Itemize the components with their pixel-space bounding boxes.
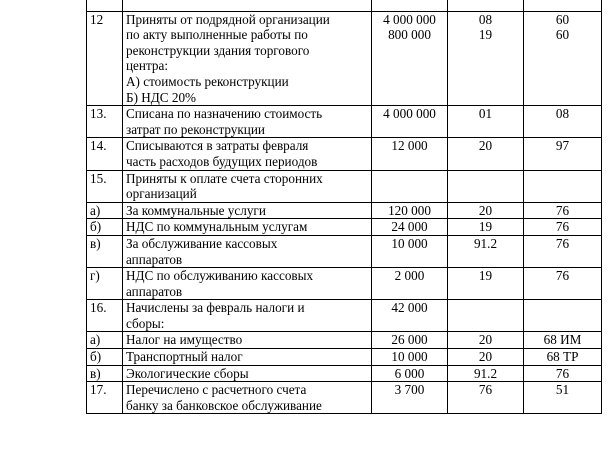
- credit-account-line: 68 ТР: [546, 349, 579, 365]
- amount-line: 4 000 000: [383, 11, 436, 27]
- description-line: Транспортный налог: [126, 349, 243, 365]
- debit-account-line: [451, 252, 520, 268]
- credit-account-cell: [524, 202, 602, 219]
- credit-account-line: 60: [555, 11, 570, 27]
- credit-account-cell: [524, 382, 602, 414]
- debit-account-line: 19: [478, 219, 493, 235]
- description-cell: [123, 235, 372, 267]
- table-row: [87, 300, 602, 332]
- row-number: 12: [90, 11, 104, 27]
- description-line: центра:: [126, 58, 169, 74]
- row-number: в): [90, 365, 101, 381]
- credit-account-line: [527, 398, 598, 414]
- description-line: За коммунальные услуги: [126, 202, 266, 218]
- credit-account-cell: [524, 332, 602, 349]
- credit-account-line: 76: [555, 365, 570, 381]
- debit-account-cell: [448, 300, 524, 332]
- description-cell: [123, 365, 372, 382]
- amount-cell: [372, 349, 448, 366]
- amount-line: [375, 171, 444, 187]
- amount-line: 120 000: [388, 202, 431, 218]
- row-number: г): [90, 268, 100, 284]
- amount-line: 3 700: [394, 382, 425, 398]
- debit-account-line: 20: [478, 349, 493, 365]
- debit-account-line: 20: [478, 332, 493, 348]
- credit-account-cell: [524, 106, 602, 138]
- amount-cell: [372, 382, 448, 414]
- description-cell: [123, 268, 372, 300]
- credit-account-line: 76: [555, 235, 570, 251]
- transactions-table: [86, 0, 602, 414]
- row-number: 17.: [90, 382, 107, 398]
- credit-account-line: 76: [555, 268, 570, 284]
- description-line: Перечислено с расчетного счета: [126, 382, 307, 398]
- description-line: организаций: [126, 186, 197, 202]
- description-line: банку за банковское обслуживание: [126, 397, 322, 413]
- row-number: а): [90, 332, 101, 348]
- amount-line: 2 000: [394, 268, 425, 284]
- description-line: Списана по назначению стоимость: [126, 106, 323, 122]
- credit-account-line: [527, 122, 598, 138]
- credit-account-cell: [524, 235, 602, 267]
- row-number-cell: [87, 0, 123, 11]
- debit-account-cell: [448, 170, 524, 202]
- table-row: [87, 11, 602, 106]
- debit-account-cell: [448, 0, 524, 11]
- amount-line: [375, 398, 444, 414]
- description-cell: [123, 300, 372, 332]
- description-line: часть расходов будущих периодов: [126, 153, 318, 169]
- amount-line: [375, 316, 444, 332]
- amount-line: 6 000: [394, 365, 425, 381]
- debit-account-cell: [448, 365, 524, 382]
- amount-line: 10 000: [391, 235, 428, 251]
- amount-line: 10 000: [391, 349, 428, 365]
- description-cell: [123, 170, 372, 202]
- table-row: [87, 349, 602, 366]
- description-line: аппаратов: [126, 283, 183, 299]
- amount-line: 4 000 000: [383, 106, 436, 122]
- debit-account-line: 76: [478, 382, 493, 398]
- credit-account-cell: [524, 219, 602, 236]
- credit-account-line: [527, 0, 598, 11]
- credit-account-line: 08: [555, 106, 570, 122]
- debit-account-line: 91.2: [473, 365, 498, 381]
- credit-account-line: [527, 284, 598, 300]
- row-number-cell: [87, 219, 123, 236]
- row-number-cell: [87, 170, 123, 202]
- debit-account-cell: [448, 11, 524, 106]
- description-line: Приняты от подрядной организации: [126, 11, 330, 27]
- table-row: [87, 106, 602, 138]
- table-row: [87, 170, 602, 202]
- description-line: сборы:: [126, 315, 165, 331]
- row-number-cell: [87, 382, 123, 414]
- row-number-cell: [87, 11, 123, 106]
- amount-line: [375, 186, 444, 202]
- credit-account-line: 51: [555, 382, 570, 398]
- amount-line: 24 000: [391, 219, 428, 235]
- amount-line: 42 000: [391, 300, 428, 316]
- description-cell: [123, 349, 372, 366]
- credit-account-cell: [524, 300, 602, 332]
- debit-account-line: [451, 122, 520, 138]
- table-row: [87, 219, 602, 236]
- description-line: Налог на имущество: [126, 332, 243, 348]
- description-cell: [123, 382, 372, 414]
- description-line: А) стоимость реконструкции: [126, 73, 289, 89]
- table-row: [87, 268, 602, 300]
- description-cell: [123, 11, 372, 106]
- credit-account-cell: [524, 349, 602, 366]
- amount-line: [375, 154, 444, 170]
- amount-cell: [372, 106, 448, 138]
- amount-line: 12 000: [391, 138, 428, 154]
- table-row: [87, 138, 602, 170]
- debit-account-line: [451, 186, 520, 202]
- description-cell: [123, 0, 372, 11]
- debit-account-line: [451, 316, 520, 332]
- description-line: аппаратов: [126, 251, 183, 267]
- transactions-table-body: [87, 0, 602, 414]
- credit-account-cell: [524, 138, 602, 170]
- credit-account-line: [527, 316, 598, 332]
- description-cell: [123, 106, 372, 138]
- table-row: [87, 332, 602, 349]
- amount-cell: [372, 138, 448, 170]
- credit-account-line: 68 ИМ: [543, 332, 582, 348]
- row-number: б): [90, 219, 102, 235]
- description-line: реконструкции здания торгового: [126, 42, 310, 58]
- row-number-cell: [87, 300, 123, 332]
- debit-account-line: [451, 154, 520, 170]
- row-number: 13.: [90, 106, 107, 122]
- amount-cell: [372, 365, 448, 382]
- row-number-cell: [87, 106, 123, 138]
- row-number-cell: [87, 349, 123, 366]
- table-row: [87, 382, 602, 414]
- amount-cell: [372, 170, 448, 202]
- debit-account-line: [451, 284, 520, 300]
- debit-account-line: [451, 0, 520, 11]
- amount-cell: [372, 202, 448, 219]
- debit-account-cell: [448, 235, 524, 267]
- amount-cell: [372, 300, 448, 332]
- credit-account-cell: [524, 268, 602, 300]
- debit-account-line: 01: [478, 106, 493, 122]
- row-number: 15.: [90, 170, 107, 186]
- credit-account-line: [527, 252, 598, 268]
- description-line: За обслуживание кассовых: [126, 235, 278, 251]
- debit-account-line: [451, 171, 520, 187]
- amount-cell: [372, 11, 448, 106]
- debit-account-cell: [448, 332, 524, 349]
- debit-account-line: 91.2: [473, 235, 498, 251]
- debit-account-line: [451, 398, 520, 414]
- amount-cell: [372, 0, 448, 11]
- credit-account-line: [527, 171, 598, 187]
- amount-line: 26 000: [391, 332, 428, 348]
- table-row: [87, 0, 602, 11]
- row-number-cell: [87, 365, 123, 382]
- description-cell: [123, 219, 372, 236]
- description-cell: [123, 332, 372, 349]
- description-cell: [123, 138, 372, 170]
- credit-account-line: 60: [555, 27, 570, 43]
- table-row: [87, 202, 602, 219]
- debit-account-line: 19: [478, 268, 493, 284]
- credit-account-cell: [524, 0, 602, 11]
- debit-account-cell: [448, 106, 524, 138]
- amount-line: [375, 0, 444, 11]
- amount-line: [375, 122, 444, 138]
- debit-account-cell: [448, 382, 524, 414]
- debit-account-line: 20: [478, 138, 493, 154]
- debit-account-line: 19: [478, 27, 493, 43]
- description-line: по акту выполненные работы по: [126, 27, 308, 43]
- description-cell: [123, 202, 372, 219]
- credit-account-cell: [524, 11, 602, 106]
- amount-cell: [372, 219, 448, 236]
- row-number-cell: [87, 235, 123, 267]
- description-line: Начислены за февраль налоги и: [126, 300, 305, 316]
- row-number-cell: [87, 268, 123, 300]
- debit-account-line: 08: [478, 11, 493, 27]
- amount-line: [375, 284, 444, 300]
- table-row: [87, 365, 602, 382]
- row-number: 16.: [90, 300, 107, 316]
- description-line: Б) НДС 20%: [126, 89, 197, 105]
- row-number: а): [90, 202, 101, 218]
- amount-line: [375, 252, 444, 268]
- description-line: НДС по обслуживанию кассовых: [126, 268, 314, 284]
- credit-account-line: 76: [555, 219, 570, 235]
- debit-account-cell: [448, 138, 524, 170]
- amount-cell: [372, 332, 448, 349]
- row-number: б): [90, 349, 102, 365]
- description-line: Приняты к оплате счета сторонних: [126, 170, 323, 186]
- credit-account-cell: [524, 365, 602, 382]
- debit-account-line: [451, 300, 520, 316]
- credit-account-line: [527, 154, 598, 170]
- debit-account-cell: [448, 202, 524, 219]
- description-line: НДС по коммунальным услугам: [126, 219, 308, 235]
- amount-line: 800 000: [388, 27, 431, 43]
- debit-account-cell: [448, 268, 524, 300]
- table-row: [87, 235, 602, 267]
- credit-account-cell: [524, 170, 602, 202]
- row-number-cell: [87, 138, 123, 170]
- credit-account-line: [527, 300, 598, 316]
- debit-account-cell: [448, 219, 524, 236]
- description-line: Экологические сборы: [126, 365, 249, 381]
- credit-account-line: 97: [555, 138, 570, 154]
- credit-account-line: [527, 186, 598, 202]
- amount-cell: [372, 268, 448, 300]
- debit-account-line: 20: [478, 202, 493, 218]
- row-number: в): [90, 235, 101, 251]
- row-number-cell: [87, 332, 123, 349]
- debit-account-cell: [448, 349, 524, 366]
- row-number-cell: [87, 202, 123, 219]
- row-number: 14.: [90, 138, 107, 154]
- amount-cell: [372, 235, 448, 267]
- credit-account-line: 76: [555, 202, 570, 218]
- description-line: Списываются в затраты февраля: [126, 138, 309, 154]
- description-line: затрат по реконструкции: [126, 121, 265, 137]
